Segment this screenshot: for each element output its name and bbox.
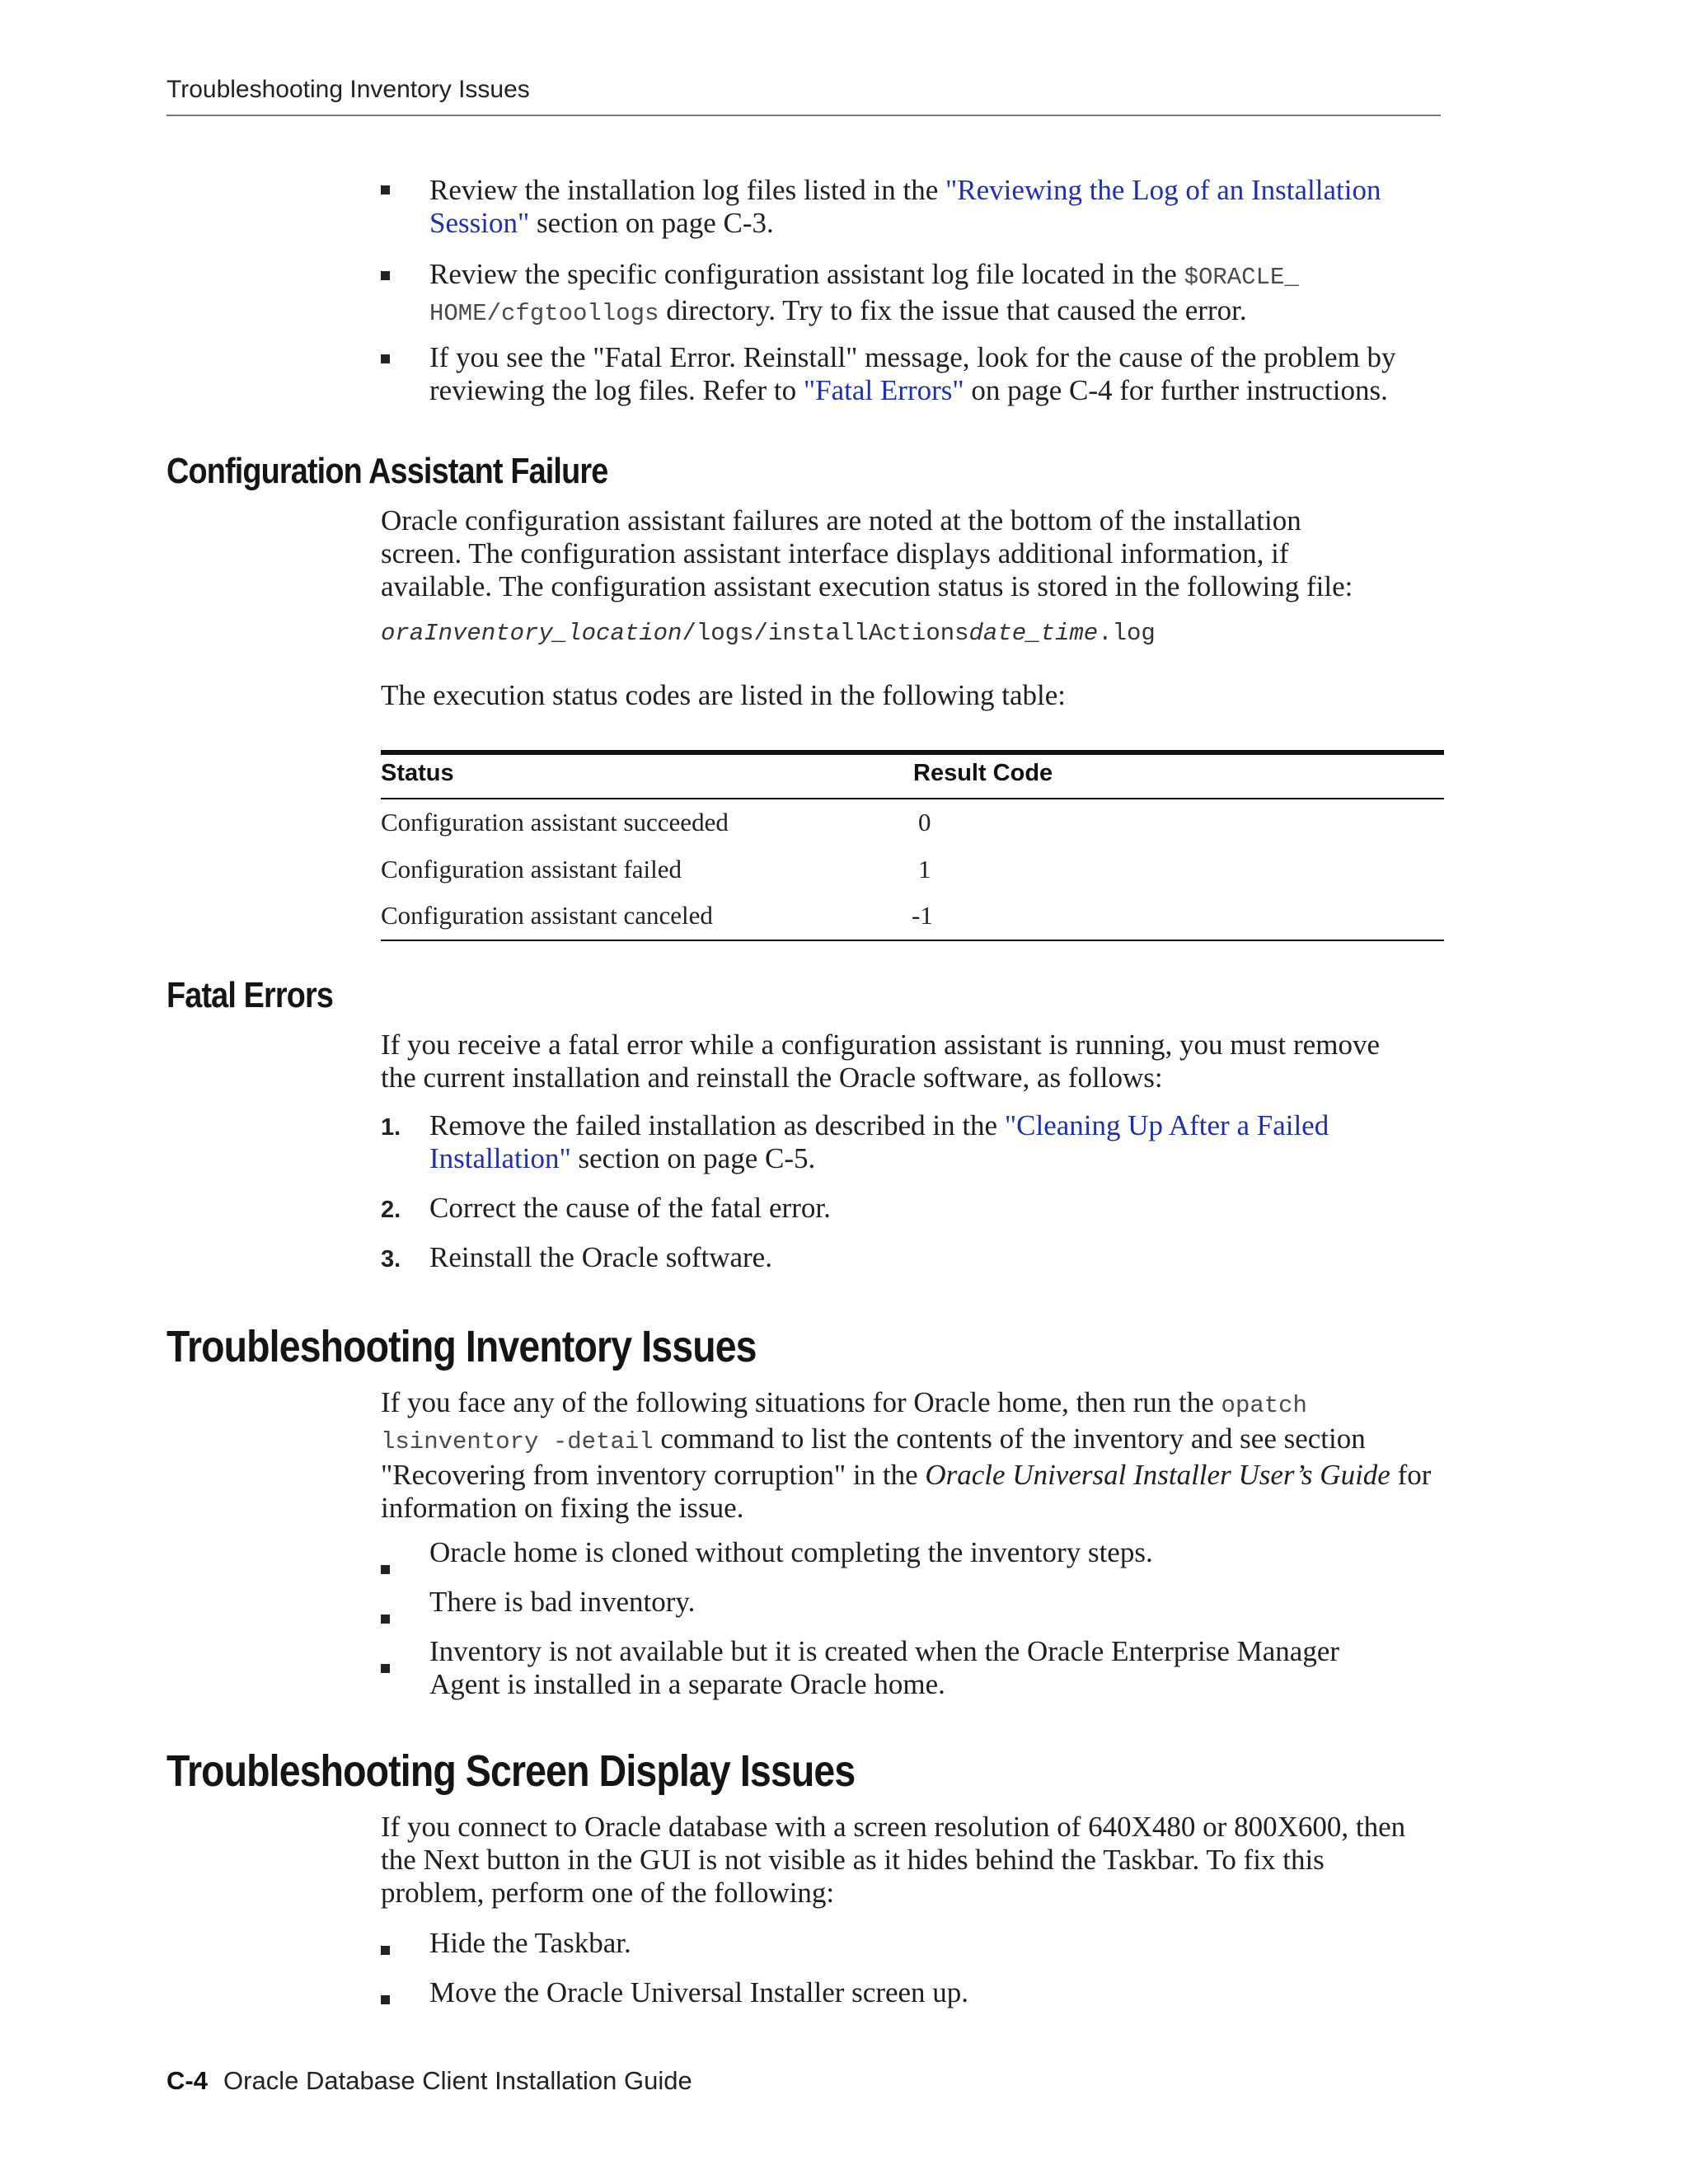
paragraph-line: the Next button in the GUI is not visible as it hides behind the Taskbar. To fix this [381, 1844, 1325, 1876]
step-item [429, 1109, 1443, 1175]
code-oracle-home: $ORACLE_ [1184, 264, 1299, 291]
section-heading-fatal-errors: Fatal Errors [166, 975, 334, 1015]
paragraph-text: "Recovering from inventory corruption" in the [381, 1459, 926, 1491]
bullet-text: If you see the "Fatal Error. Reinstall" message, look for the cause of the problem by [429, 341, 1396, 373]
bullet-text: section on page C-3. [529, 207, 774, 239]
table-cell-status: Configuration assistant succeeded [381, 808, 729, 837]
list-item: There is bad inventory. [429, 1586, 696, 1618]
step-item: Correct the cause of the fatal error. [429, 1192, 831, 1224]
table-header-result-code: Result Code [913, 760, 1053, 786]
list-item [429, 174, 1443, 240]
list-item [429, 258, 1443, 330]
bullet-icon [381, 1946, 390, 1955]
running-header: Troubleshooting Inventory Issues [166, 76, 530, 103]
link-reviewing-log[interactable]: "Reviewing the Log of an Installation [945, 174, 1381, 206]
link-cleaning-up[interactable]: "Cleaning Up After a Failed [1004, 1109, 1329, 1141]
bullet-text: directory. Try to fix the issue that caused the error. [659, 294, 1247, 326]
table-header-status: Status [381, 760, 454, 786]
bullet-text: Review the specific configuration assistant log file located in the [429, 258, 1184, 290]
log-file-path [381, 620, 1156, 647]
table-cell-status: Configuration assistant canceled [381, 901, 713, 930]
bullet-icon [381, 354, 390, 363]
link-reviewing-log-cont[interactable]: Session" [429, 207, 530, 239]
paragraph-line: screen. The configuration assistant interface displays additional information, if [381, 537, 1289, 569]
page-footer [166, 2066, 692, 2096]
list-item: Oracle home is cloned without completing the inventory steps. [429, 1536, 1153, 1568]
header-divider [166, 115, 1441, 116]
page-number: C-4 [166, 2066, 208, 2095]
table-cell-code: 0 [918, 808, 931, 837]
paragraph-text: information on fixing the issue. [381, 1492, 744, 1524]
path-segment: .log [1098, 620, 1156, 647]
bullet-text: reviewing the log files. Refer to [429, 374, 804, 406]
table-cell-status: Configuration assistant failed [381, 855, 682, 883]
paragraph-text: for [1390, 1459, 1432, 1491]
step-number: 1. [381, 1114, 401, 1141]
section-heading-config-failure: Configuration Assistant Failure [166, 451, 608, 491]
list-item [429, 1635, 1443, 1701]
bullet-text: on page C-4 for further instructions. [964, 374, 1388, 406]
paragraph-line: If you receive a fatal error while a configuration assistant is running, you must remove [381, 1029, 1380, 1061]
bullet-icon [381, 1664, 390, 1673]
table-top-rule [381, 750, 1444, 755]
paragraph-line: Oracle configuration assistant failures are noted at the bottom of the installation [381, 504, 1301, 537]
link-cleaning-up-cont[interactable]: Installation" [429, 1142, 571, 1174]
step-number: 3. [381, 1246, 401, 1272]
table-bottom-rule [381, 940, 1444, 941]
bullet-icon [381, 1615, 390, 1624]
list-item: Move the Oracle Universal Installer screen up. [429, 1976, 969, 2008]
bullet-icon [381, 271, 390, 280]
paragraph-line: problem, perform one of the following: [381, 1877, 835, 1909]
path-segment: oraInventory_location [381, 620, 682, 647]
path-segment: /logs/installActions [682, 620, 969, 647]
list-item [429, 341, 1443, 407]
bullet-icon [381, 1565, 390, 1574]
paragraph-line: available. The configuration assistant execution status is stored in the following file: [381, 570, 1353, 602]
book-title-reference: Oracle Universal Installer User’s Guide [925, 1459, 1390, 1491]
book-title: Oracle Database Client Installation Guide [223, 2066, 692, 2095]
bullet-text: Agent is installed in a separate Oracle home. [429, 1668, 945, 1700]
code-cfgtoollogs: HOME/cfgtoollogs [429, 300, 659, 327]
paragraph-text: command to list the contents of the inventory and see section [653, 1422, 1366, 1455]
table-intro: The execution status codes are listed in the following table: [381, 679, 1067, 711]
section-heading-screen-display: Troubleshooting Screen Display Issues [166, 1746, 856, 1796]
bullet-text: Review the installation log files listed in the [429, 174, 946, 206]
screen-display-paragraph [381, 1811, 1452, 1910]
inventory-paragraph [381, 1386, 1452, 1525]
table-cell-code: 1 [918, 855, 931, 883]
bullet-icon [381, 185, 390, 194]
code-opatch: opatch [1221, 1392, 1307, 1419]
fatal-errors-paragraph [381, 1029, 1452, 1094]
step-number: 2. [381, 1197, 401, 1223]
step-text: Remove the failed installation as described in the [429, 1109, 1005, 1141]
paragraph-text: If you face any of the following situations for Oracle home, then run the [381, 1386, 1221, 1418]
code-lsinventory: lsinventory -detail [381, 1428, 654, 1455]
path-segment: date_time [968, 620, 1099, 647]
paragraph-line: the current installation and reinstall the Oracle software, as follows: [381, 1062, 1163, 1094]
step-text: section on page C-5. [570, 1142, 816, 1174]
bullet-text: Inventory is not available but it is created when the Oracle Enterprise Manager [429, 1635, 1340, 1667]
config-failure-paragraph [381, 504, 1452, 603]
section-heading-inventory: Troubleshooting Inventory Issues [166, 1322, 757, 1371]
link-fatal-errors[interactable]: "Fatal Errors" [803, 374, 964, 406]
step-item: Reinstall the Oracle software. [429, 1241, 772, 1273]
bullet-icon [381, 1995, 390, 2004]
table-cell-code: -1 [912, 901, 933, 930]
paragraph-line: If you connect to Oracle database with a screen resolution of 640X480 or 800X600, then [381, 1811, 1406, 1843]
table-header-rule [381, 798, 1444, 799]
list-item: Hide the Taskbar. [429, 1927, 631, 1959]
